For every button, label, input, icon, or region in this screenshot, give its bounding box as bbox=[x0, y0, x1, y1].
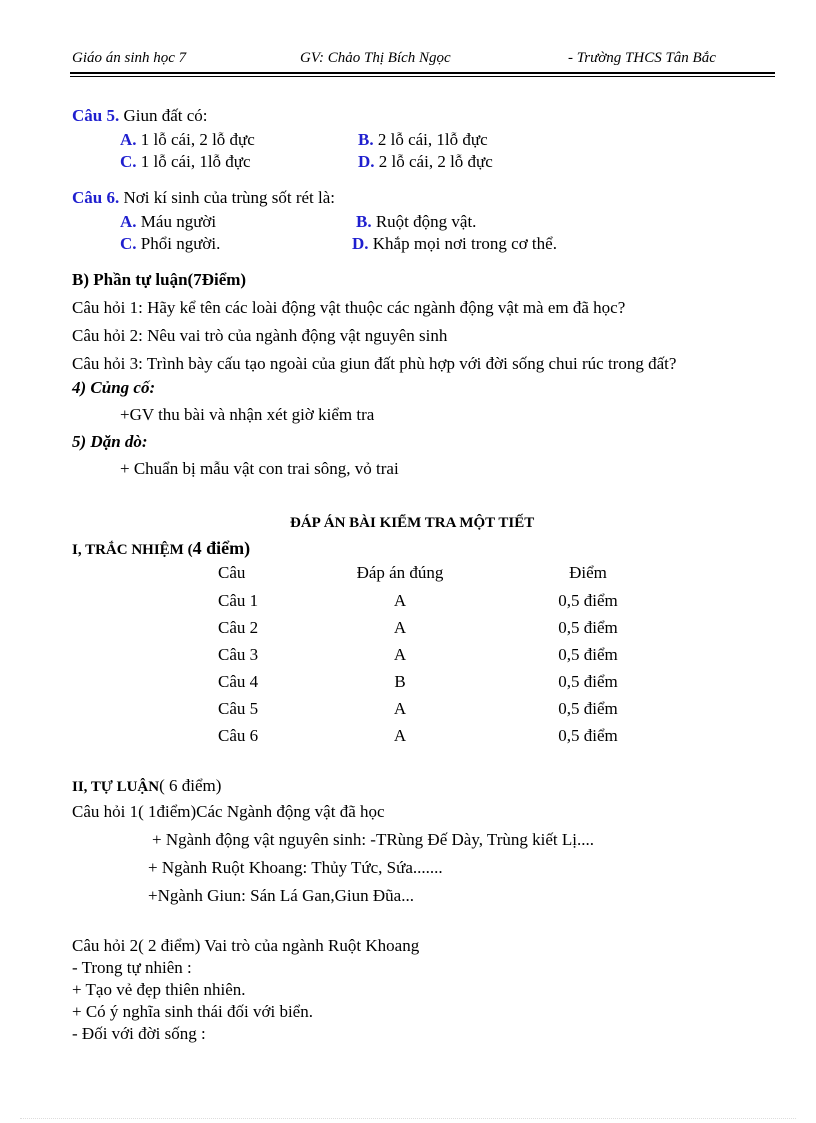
option-text: Máu người bbox=[136, 212, 217, 231]
section-2-label: II, TỰ LUẬN bbox=[72, 779, 160, 795]
q6-option-a bbox=[120, 212, 216, 232]
points-value: 0,5 điểm bbox=[558, 591, 618, 610]
option-text: 2 lỗ cái, 2 lỗ đực bbox=[374, 152, 493, 171]
table-cell-question: Câu 6 bbox=[218, 726, 259, 745]
part-b-question-2: Câu hỏi 2: Nêu vai trò của ngành động vật nguyên sinh bbox=[72, 326, 448, 345]
points-value: 0,5 điểm bbox=[558, 618, 618, 637]
part-b-question-3: Câu hỏi 3: Trình bày cấu tạo ngoài của giun đất phù hợp với đời sống chui rúc trong đất? bbox=[72, 354, 677, 373]
q5-option-d bbox=[358, 152, 493, 172]
header-subject: Giáo án sinh học 7 bbox=[72, 50, 187, 66]
points-value: 0,5 điểm bbox=[558, 726, 618, 745]
essay-question-2-title: Vai trò của ngành Ruột Khoang bbox=[204, 936, 420, 955]
option-text: Phổi người. bbox=[136, 234, 221, 253]
table-cell-question: Câu 2 bbox=[218, 618, 259, 637]
q5-option-b bbox=[358, 130, 488, 150]
essay-q2-line: + Tạo vẻ đẹp thiên nhiên. bbox=[72, 980, 246, 999]
essay-q2-line: - Trong tự nhiên : bbox=[72, 958, 192, 977]
table-cell-question: Câu 4 bbox=[218, 672, 259, 691]
option-text: 1 lỗ cái, 1lỗ đực bbox=[136, 152, 251, 171]
homework-heading: 5) Dặn dò: bbox=[72, 432, 148, 451]
option-text: Ruột động vật. bbox=[371, 212, 477, 231]
answer-value: A bbox=[393, 591, 407, 610]
section-2-points: ( 6 điểm) bbox=[159, 776, 222, 795]
consolidate-heading: 4) Củng cố: bbox=[72, 378, 156, 397]
part-b-question-1: Câu hỏi 1: Hãy kể tên các loài động vật thuộc các ngành động vật mà em đã học? bbox=[72, 298, 626, 317]
points-value: 0,5 điểm bbox=[558, 645, 618, 664]
column-header-points-text: Điểm bbox=[569, 563, 607, 582]
question-5 bbox=[72, 106, 208, 126]
answer-value: A bbox=[393, 726, 407, 745]
homework-text: + Chuẩn bị mẫu vật con trai sông, vỏ trai bbox=[120, 459, 399, 478]
section-1-label: I, TRẮC NHIỆM ( bbox=[72, 542, 193, 558]
q6-option-d bbox=[352, 234, 557, 254]
q5-option-a bbox=[120, 130, 255, 150]
points-value: 0,5 điểm bbox=[558, 672, 618, 691]
header-teacher: GV: Chảo Thị Bích Ngọc bbox=[300, 50, 451, 66]
column-header-answer-text: Đáp án đúng bbox=[356, 563, 444, 582]
table-cell-question: Câu 1 bbox=[218, 591, 259, 610]
option-text: 1 lỗ cái, 2 lỗ đực bbox=[136, 130, 255, 149]
essay-q1-item: + Ngành động vật nguyên sinh: -TRùng Đế Dày, Trùng kiết Lị.... bbox=[152, 830, 594, 849]
essay-q2-line: + Có ý nghĩa sinh thái đối với biển. bbox=[72, 1002, 313, 1021]
answer-value: A bbox=[393, 699, 407, 718]
header-rule bbox=[70, 72, 775, 74]
answer-key-title: ĐÁP ÁN BÀI KIỂM TRA MỘT TIẾT bbox=[290, 515, 535, 531]
option-text: 2 lỗ cái, 1lỗ đực bbox=[373, 130, 488, 149]
table-cell-question: Câu 5 bbox=[218, 699, 259, 718]
question-6-text: Nơi kí sinh của trùng sốt rét là: bbox=[119, 188, 336, 207]
essay-q1-item: + Ngành Ruột Khoang: Thủy Tức, Sứa....... bbox=[148, 858, 443, 877]
essay-q2-line: - Đối với đời sống : bbox=[72, 1024, 206, 1043]
option-letter: D. bbox=[352, 234, 369, 253]
section-1-points: 4 điểm) bbox=[192, 538, 251, 558]
consolidate-text: +GV thu bài và nhận xét giờ kiểm tra bbox=[120, 405, 375, 424]
q6-option-b bbox=[356, 212, 476, 232]
essay-q1-item: +Ngành Giun: Sán Lá Gan,Giun Đũa... bbox=[148, 886, 414, 905]
column-header-question: Câu bbox=[218, 563, 246, 582]
question-6-label: Câu 6. bbox=[72, 188, 120, 207]
q5-option-c bbox=[120, 152, 251, 172]
table-cell-question: Câu 3 bbox=[218, 645, 259, 664]
option-text: Khắp mọi nơi trong cơ thể. bbox=[368, 234, 557, 253]
essay-question-2-label: Câu hỏi 2( 2 điểm) bbox=[72, 936, 205, 955]
option-letter: C. bbox=[120, 152, 137, 171]
section-1-heading bbox=[72, 538, 250, 559]
question-6 bbox=[72, 188, 335, 208]
answer-value: A bbox=[393, 645, 407, 664]
option-letter: C. bbox=[120, 234, 137, 253]
header-rule-thin bbox=[70, 76, 775, 77]
option-letter: B. bbox=[356, 212, 372, 231]
essay-question-2 bbox=[72, 936, 419, 956]
answer-value: B bbox=[394, 672, 406, 691]
option-letter: A. bbox=[120, 130, 137, 149]
header-school: - Trường THCS Tân Bắc bbox=[568, 50, 716, 66]
question-5-text: Giun đất có: bbox=[119, 106, 208, 125]
essay-question-1: Câu hỏi 1( 1điểm)Các Ngành động vật đã học bbox=[72, 802, 385, 821]
page-bottom-border bbox=[20, 1118, 796, 1119]
q6-option-c bbox=[120, 234, 220, 254]
points-value: 0,5 điểm bbox=[558, 699, 618, 718]
part-b-heading: B) Phần tự luận(7Điểm) bbox=[72, 270, 247, 289]
answer-value: A bbox=[393, 618, 407, 637]
option-letter: B. bbox=[358, 130, 374, 149]
option-letter: D. bbox=[358, 152, 375, 171]
section-2-heading bbox=[72, 776, 221, 796]
option-letter: A. bbox=[120, 212, 137, 231]
question-5-label: Câu 5. bbox=[72, 106, 120, 125]
